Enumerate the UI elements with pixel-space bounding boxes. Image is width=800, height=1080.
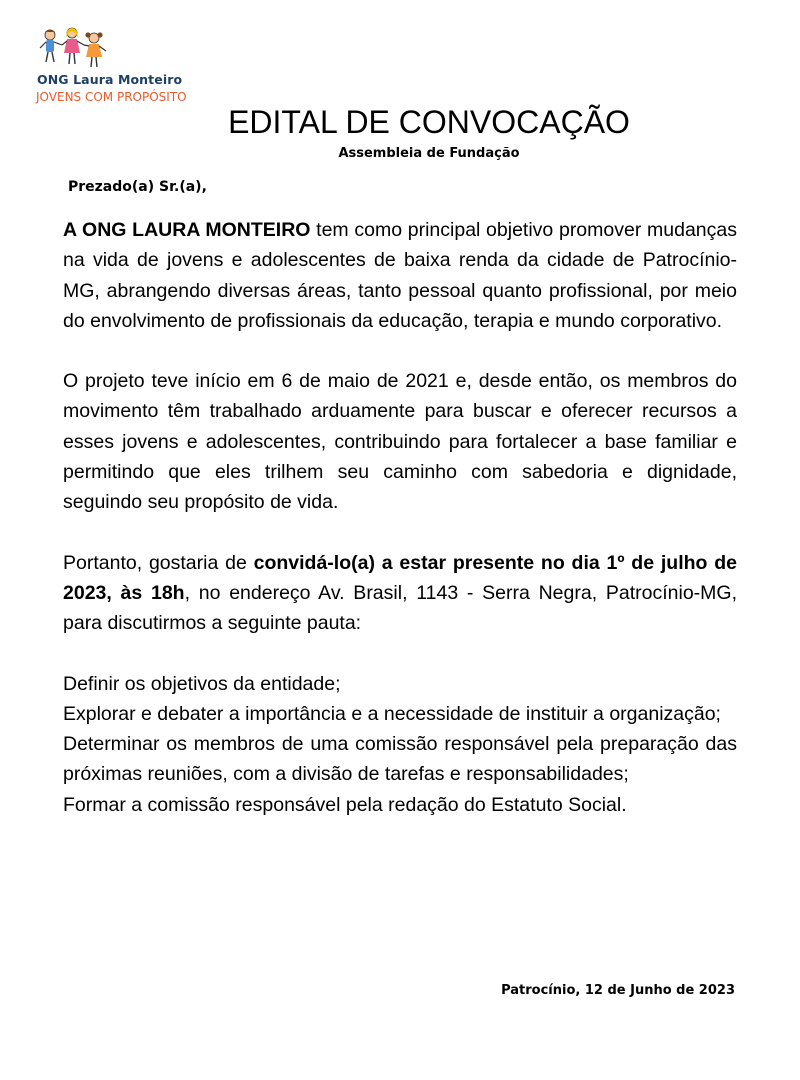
invitation-bold-text: convidá-lo(a) a estar presente no dia 1º de julho de 2023, às 18h xyxy=(63,551,737,604)
intro-text: tem como principal objetivo promover mudanças na vida de jovens e adolescentes de baixa renda da cidade de Patrocínio-MG, abrangendo diversas áreas, tanto pessoal quanto profissional, por meio do envolvimento de profissionais da educação, terapia e mundo corporativo. xyxy=(63,219,737,332)
history-paragraph: O projeto teve início em 6 de maio de 2021 e, desde então, os membros do movimento têm trabalhado arduamente para buscar e oferecer recursos a esses jovens e adolescentes, contribuindo para fortalecer a base familiar e permitindo que eles trilhem seu caminho com sabedoria e dignidade, seguindo seu propósito de vida. xyxy=(63,370,737,514)
document-body xyxy=(63,215,737,820)
invitation-text-after: , no endereço Av. Brasil, 1143 - Serra Negra, Patrocínio-MG, para discutirmos a seguinte pauta: xyxy=(63,581,737,635)
place-and-date: Patrocínio, 12 de Junho de 2023 xyxy=(501,983,735,998)
salutation: Prezado(a) Sr.(a), xyxy=(68,179,207,195)
logo-organization-name: ONG Laura Monteiro xyxy=(37,72,183,87)
children-illustration-icon xyxy=(36,26,116,74)
agenda-item: Definir os objetivos da entidade; xyxy=(63,672,341,695)
agenda-list xyxy=(63,669,737,820)
intro-paragraph xyxy=(63,215,737,336)
logo-tagline: JOVENS COM PROPÓSITO xyxy=(36,90,187,104)
document-subtitle: Assembleia de Fundação xyxy=(338,146,520,161)
invitation-text-before: Portanto, gostaria de xyxy=(63,551,254,574)
agenda-item: Determinar os membros de uma comissão responsável pela preparação das próximas reuniões, com a divisão de tarefas e responsabilidades; xyxy=(63,733,737,786)
document-title: EDITAL DE CONVOCAÇÃO xyxy=(228,104,630,140)
intro-bold-lead: A ONG LAURA MONTEIRO xyxy=(63,219,311,241)
organization-logo xyxy=(36,26,216,110)
agenda-item: Explorar e debater a importância e a necessidade de instituir a organização; xyxy=(63,702,721,725)
agenda-item: Formar a comissão responsável pela redação do Estatuto Social. xyxy=(63,793,627,816)
invitation-paragraph xyxy=(63,548,737,639)
